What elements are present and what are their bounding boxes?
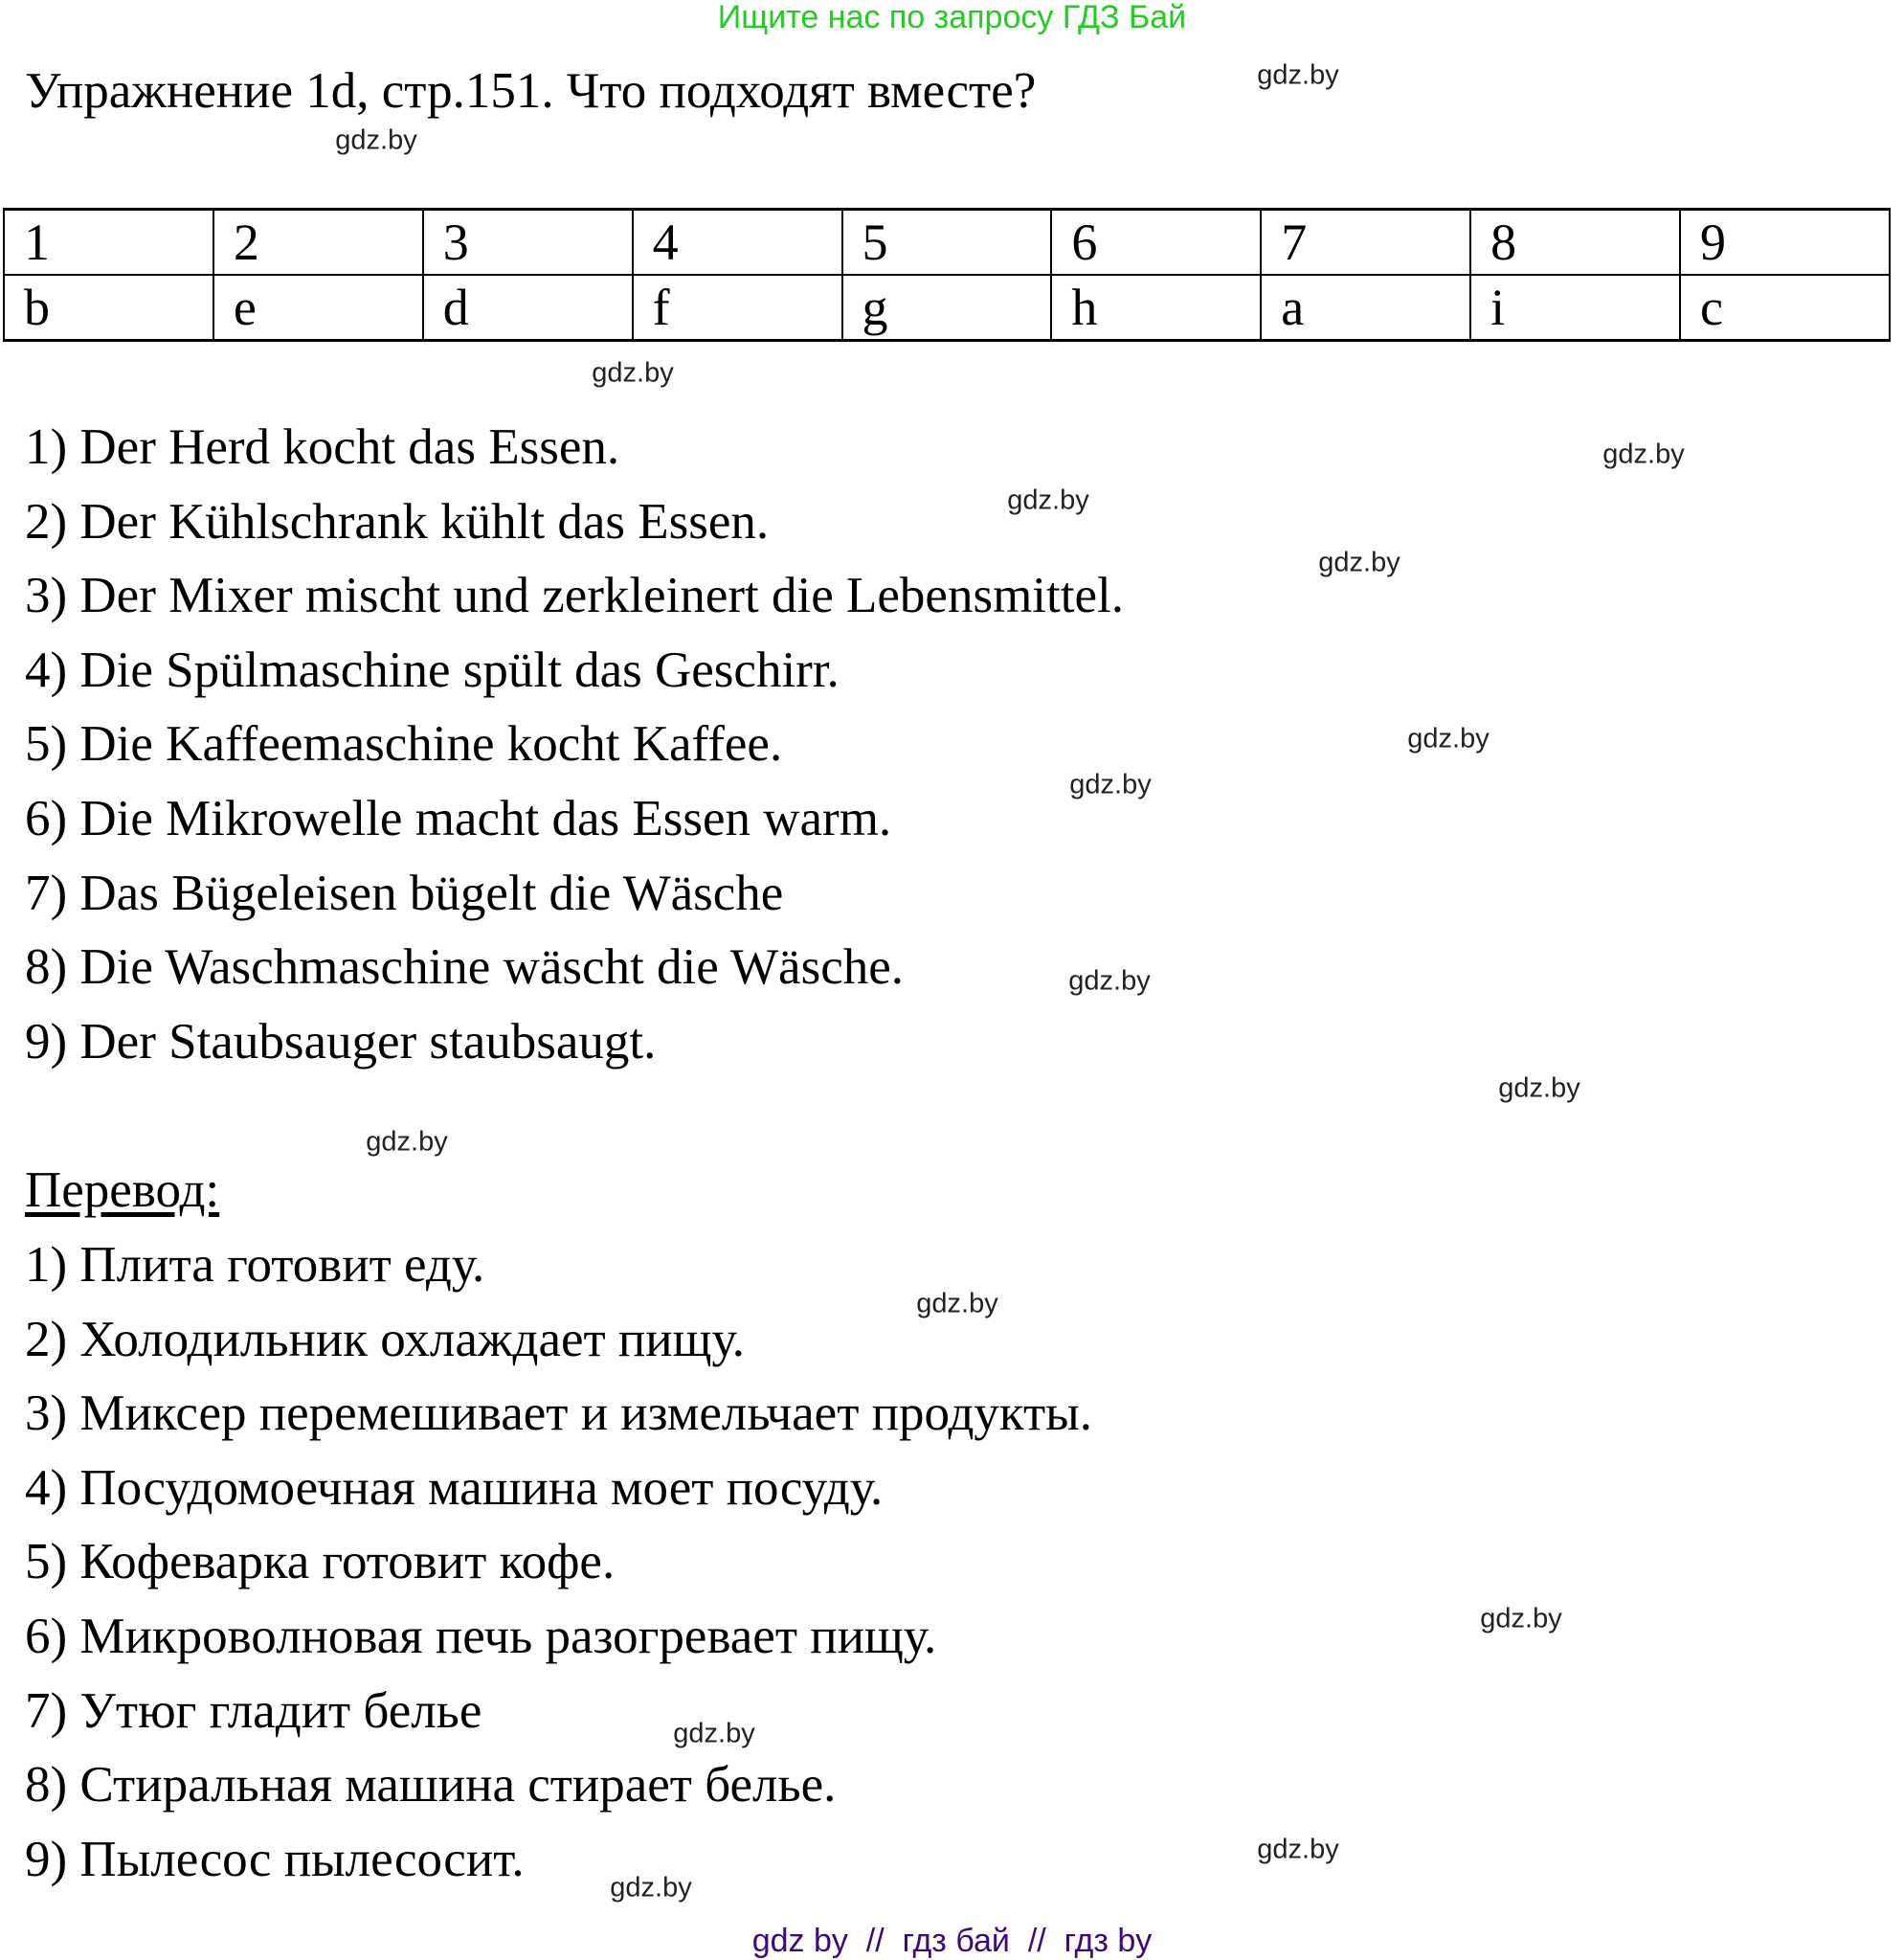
watermark: gdz.by [1257, 59, 1339, 91]
table-cell: f [633, 275, 842, 341]
sentence: 6) Микроволновая печь разогревает пищу. [25, 1608, 937, 1664]
table-cell: h [1051, 275, 1261, 341]
watermark: gdz.by [1480, 1603, 1562, 1634]
watermark: gdz.by [1069, 769, 1152, 800]
sentence: 1) Плита готовит еду. [25, 1237, 485, 1293]
table-cell: c [1680, 275, 1890, 341]
watermark: gdz.by [592, 357, 674, 389]
sentence: 3) Der Mixer mischt und zerkleinert die Lebensmittel. [25, 568, 1124, 624]
table-cell: 8 [1470, 210, 1680, 276]
watermark: gdz.by [673, 1718, 755, 1749]
sentence: 2) Der Kühlschrank kühlt das Essen. [25, 493, 770, 550]
table-cell: g [842, 275, 1052, 341]
table-row-letters [4, 275, 1890, 341]
sentence: 8) Стиральная машина стирает белье. [25, 1757, 837, 1814]
sentence: 4) Посудомоечная машина моет посуду. [25, 1459, 884, 1516]
table-cell: b [4, 275, 213, 341]
watermark: gdz.by [610, 1872, 692, 1904]
translation-heading: Перевод: [25, 1162, 220, 1218]
table-cell: e [213, 275, 423, 341]
watermark: gdz.by [335, 124, 417, 156]
table-cell: d [423, 275, 633, 341]
table-cell: 3 [423, 210, 633, 276]
table-cell: 9 [1680, 210, 1890, 276]
sentence: 2) Холодильник охлаждает пищу. [25, 1311, 745, 1367]
table-cell: 2 [213, 210, 423, 276]
sentence: 7) Das Bügeleisen bügelt die Wäsche [25, 865, 784, 921]
sentence: 8) Die Waschmaschine wäscht die Wäsche. [25, 939, 905, 996]
exercise-title: Упражнение 1d, стр.151. Что подходят вместе? [25, 63, 1037, 119]
watermark: gdz.by [1407, 723, 1490, 755]
table-cell: 6 [1051, 210, 1261, 276]
sentence: 5) Кофеварка готовит кофе. [25, 1534, 616, 1590]
watermark: gdz.by [1068, 965, 1151, 997]
table-cell: 4 [633, 210, 842, 276]
table-cell: 5 [842, 210, 1052, 276]
watermark: gdz.by [1318, 547, 1400, 578]
watermark: gdz.by [916, 1288, 998, 1319]
sentence: 7) Утюг гладит белье [25, 1682, 482, 1739]
table-cell: a [1261, 275, 1470, 341]
answer-table [3, 208, 1891, 342]
table-cell: i [1470, 275, 1680, 341]
watermark: gdz.by [1257, 1834, 1339, 1865]
sentence: 3) Миксер перемешивает и измельчает продукты. [25, 1386, 1092, 1442]
watermark: gdz.by [366, 1126, 448, 1158]
table-cell: 7 [1261, 210, 1470, 276]
german-sentences [25, 411, 1124, 1079]
sentence: 9) Der Staubsauger staubsaugt. [25, 1013, 657, 1070]
russian-sentences [25, 1228, 1092, 1897]
sentence: 5) Die Kaffeemaschine kocht Kaffee. [25, 716, 783, 773]
sentence: 9) Пылесос пылесосит. [25, 1831, 525, 1887]
sentence: 6) Die Mikrowelle macht das Essen warm. [25, 790, 892, 846]
table-row-numbers [4, 210, 1890, 276]
sentence: 1) Der Herd kocht das Essen. [25, 419, 620, 475]
table-cell: 1 [4, 210, 213, 276]
watermark: gdz.by [1602, 439, 1685, 470]
search-banner: Ищите нас по запросу ГДЗ Бай [717, 0, 1187, 35]
footer-links: gdz by // гдз бай // гдз by [751, 1923, 1153, 1959]
watermark: gdz.by [1498, 1072, 1580, 1104]
watermark: gdz.by [1007, 484, 1089, 516]
sentence: 4) Die Spülmaschine spült das Geschirr. [25, 642, 840, 698]
